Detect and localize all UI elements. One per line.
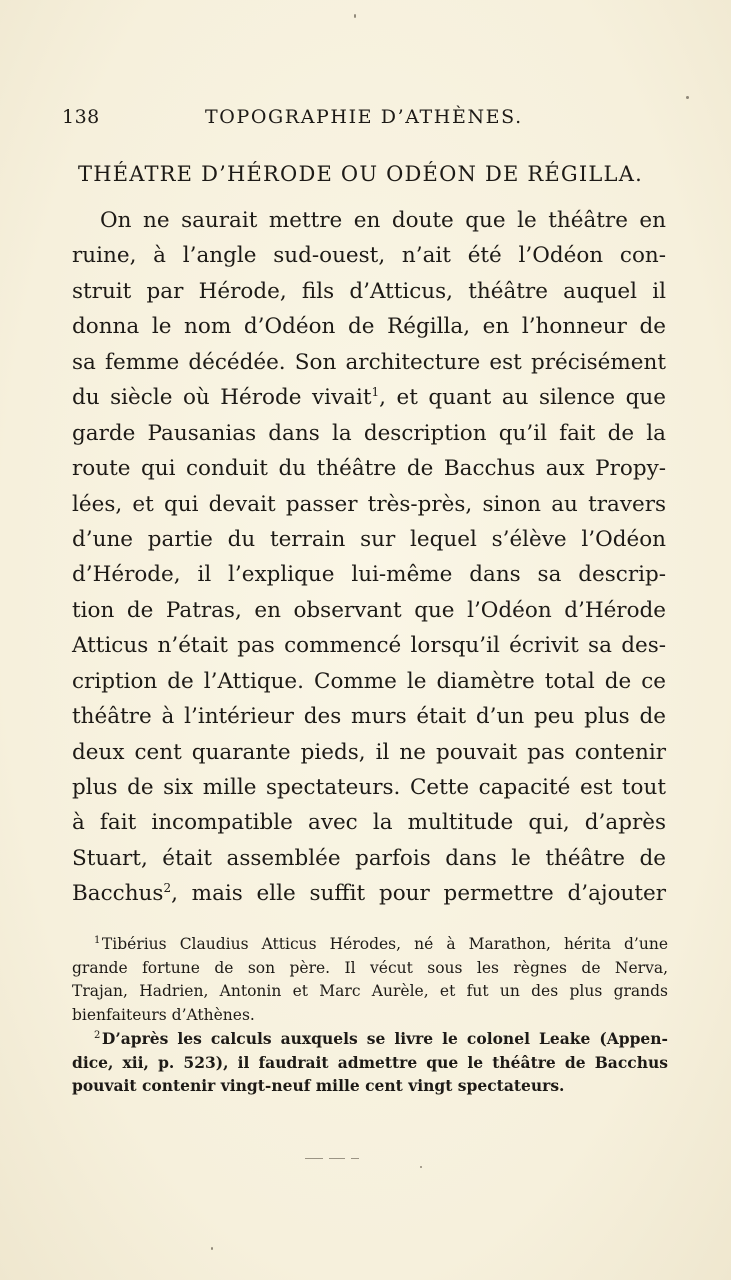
body-line: ruine, à l’angle sud-ouest, n’ait été l’Odéon con- [72, 243, 666, 269]
body-line: struit par Hérode, fils d’Atticus, théâtre auquel il [72, 278, 666, 304]
body-line: à fait incompatible avec la multitude qui, d’après [72, 810, 666, 836]
body-line: théâtre à l’intérieur des murs était d’un peu plus de [72, 704, 666, 730]
page-number: 138 [62, 106, 100, 128]
body-line: sa femme décédée. Son architecture est précisément [72, 349, 666, 375]
footnote-marker-2: 2 [94, 1030, 101, 1041]
footnote-1-line: bienfaiteurs d’Athènes. [72, 1005, 255, 1024]
body-line-segment: Bacchus [72, 881, 164, 907]
footnote-ref-2[interactable]: 2 [163, 881, 172, 896]
footnote-1-line: grande fortune de son père. Il vécut sous les règnes de Nerva, [72, 958, 668, 977]
body-line-segment: , et quant au silence que [379, 385, 667, 411]
footnote-marker-1: 1 [94, 935, 101, 946]
paper-speck [354, 14, 356, 18]
body-line: route qui conduit du théâtre de Bacchus aux Propy- [72, 456, 666, 482]
footnotes [72, 933, 668, 1098]
footnote-1-line [72, 933, 668, 957]
body-line: donna le nom d’Odéon de Régilla, en l’honneur de [72, 314, 666, 340]
body-line: lées, et qui devait passer très-près, sinon au travers [72, 491, 666, 517]
paper-speck [420, 1166, 422, 1168]
footnote-2-line: pouvait contenir vingt-neuf mille cent vingt spectateurs. [72, 1076, 565, 1095]
body-line: cription de l’Attique. Comme le diamètre total de ce [72, 668, 666, 694]
body-line: deux cent quarante pieds, il ne pouvait pas contenir [72, 739, 666, 765]
body-line [72, 876, 666, 911]
body-line: Atticus n’était pas commencé lorsqu’il écrivit sa des- [72, 633, 666, 659]
running-head [62, 106, 662, 134]
body-line: plus de six mille spectateurs. Cette capacité est tout [72, 775, 666, 800]
footnote-1-line: Trajan, Hadrien, Antonin et Marc Aurèle, et fut un des plus grands [72, 982, 668, 1000]
footnote-2-text: D’après les calculs auxquels se livre le colonel Leake (Appen- [101, 1029, 668, 1048]
body-paragraph [72, 203, 666, 912]
body-line: garde Pausanias dans la description qu’il fait de la [72, 420, 666, 446]
paper-speck [211, 1247, 213, 1250]
body-line: Stuart, était assemblée parfois dans le théâtre de [72, 845, 666, 871]
section-heading: THÉATRE D’HÉRODE OU ODÉON DE RÉGILLA. [78, 162, 643, 186]
body-line: On ne saurait mettre en doute que le théâtre en [100, 208, 666, 233]
body-line: tion de Patras, en observant que l’Odéon d’Hérode [72, 597, 666, 623]
body-line: d’Hérode, il l’explique lui-même dans sa descrip- [72, 562, 666, 588]
footnote-2-line: dice, xii, p. 523), il faudrait admettre que le théâtre de Bacchus [72, 1052, 668, 1072]
body-line-segment: , mais elle suffit pour permettre d’ajouter [171, 881, 666, 907]
running-title: TOPOGRAPHIE D’ATHÈNES. [205, 106, 523, 128]
body-line-segment: du siècle où Hérode vivait [72, 385, 372, 411]
footnote-2-line [72, 1027, 668, 1051]
body-line: d’une partie du terrain sur lequel s’élève l’Odéon [72, 526, 666, 552]
page-ornament [305, 1158, 365, 1160]
footnote-1-text: Tibérius Claudius Atticus Hérodes, né à Marathon, hérita d’une [101, 935, 668, 953]
body-line [72, 380, 666, 415]
footnote-ref-1[interactable]: 1 [371, 385, 380, 400]
paper-speck [686, 96, 689, 99]
